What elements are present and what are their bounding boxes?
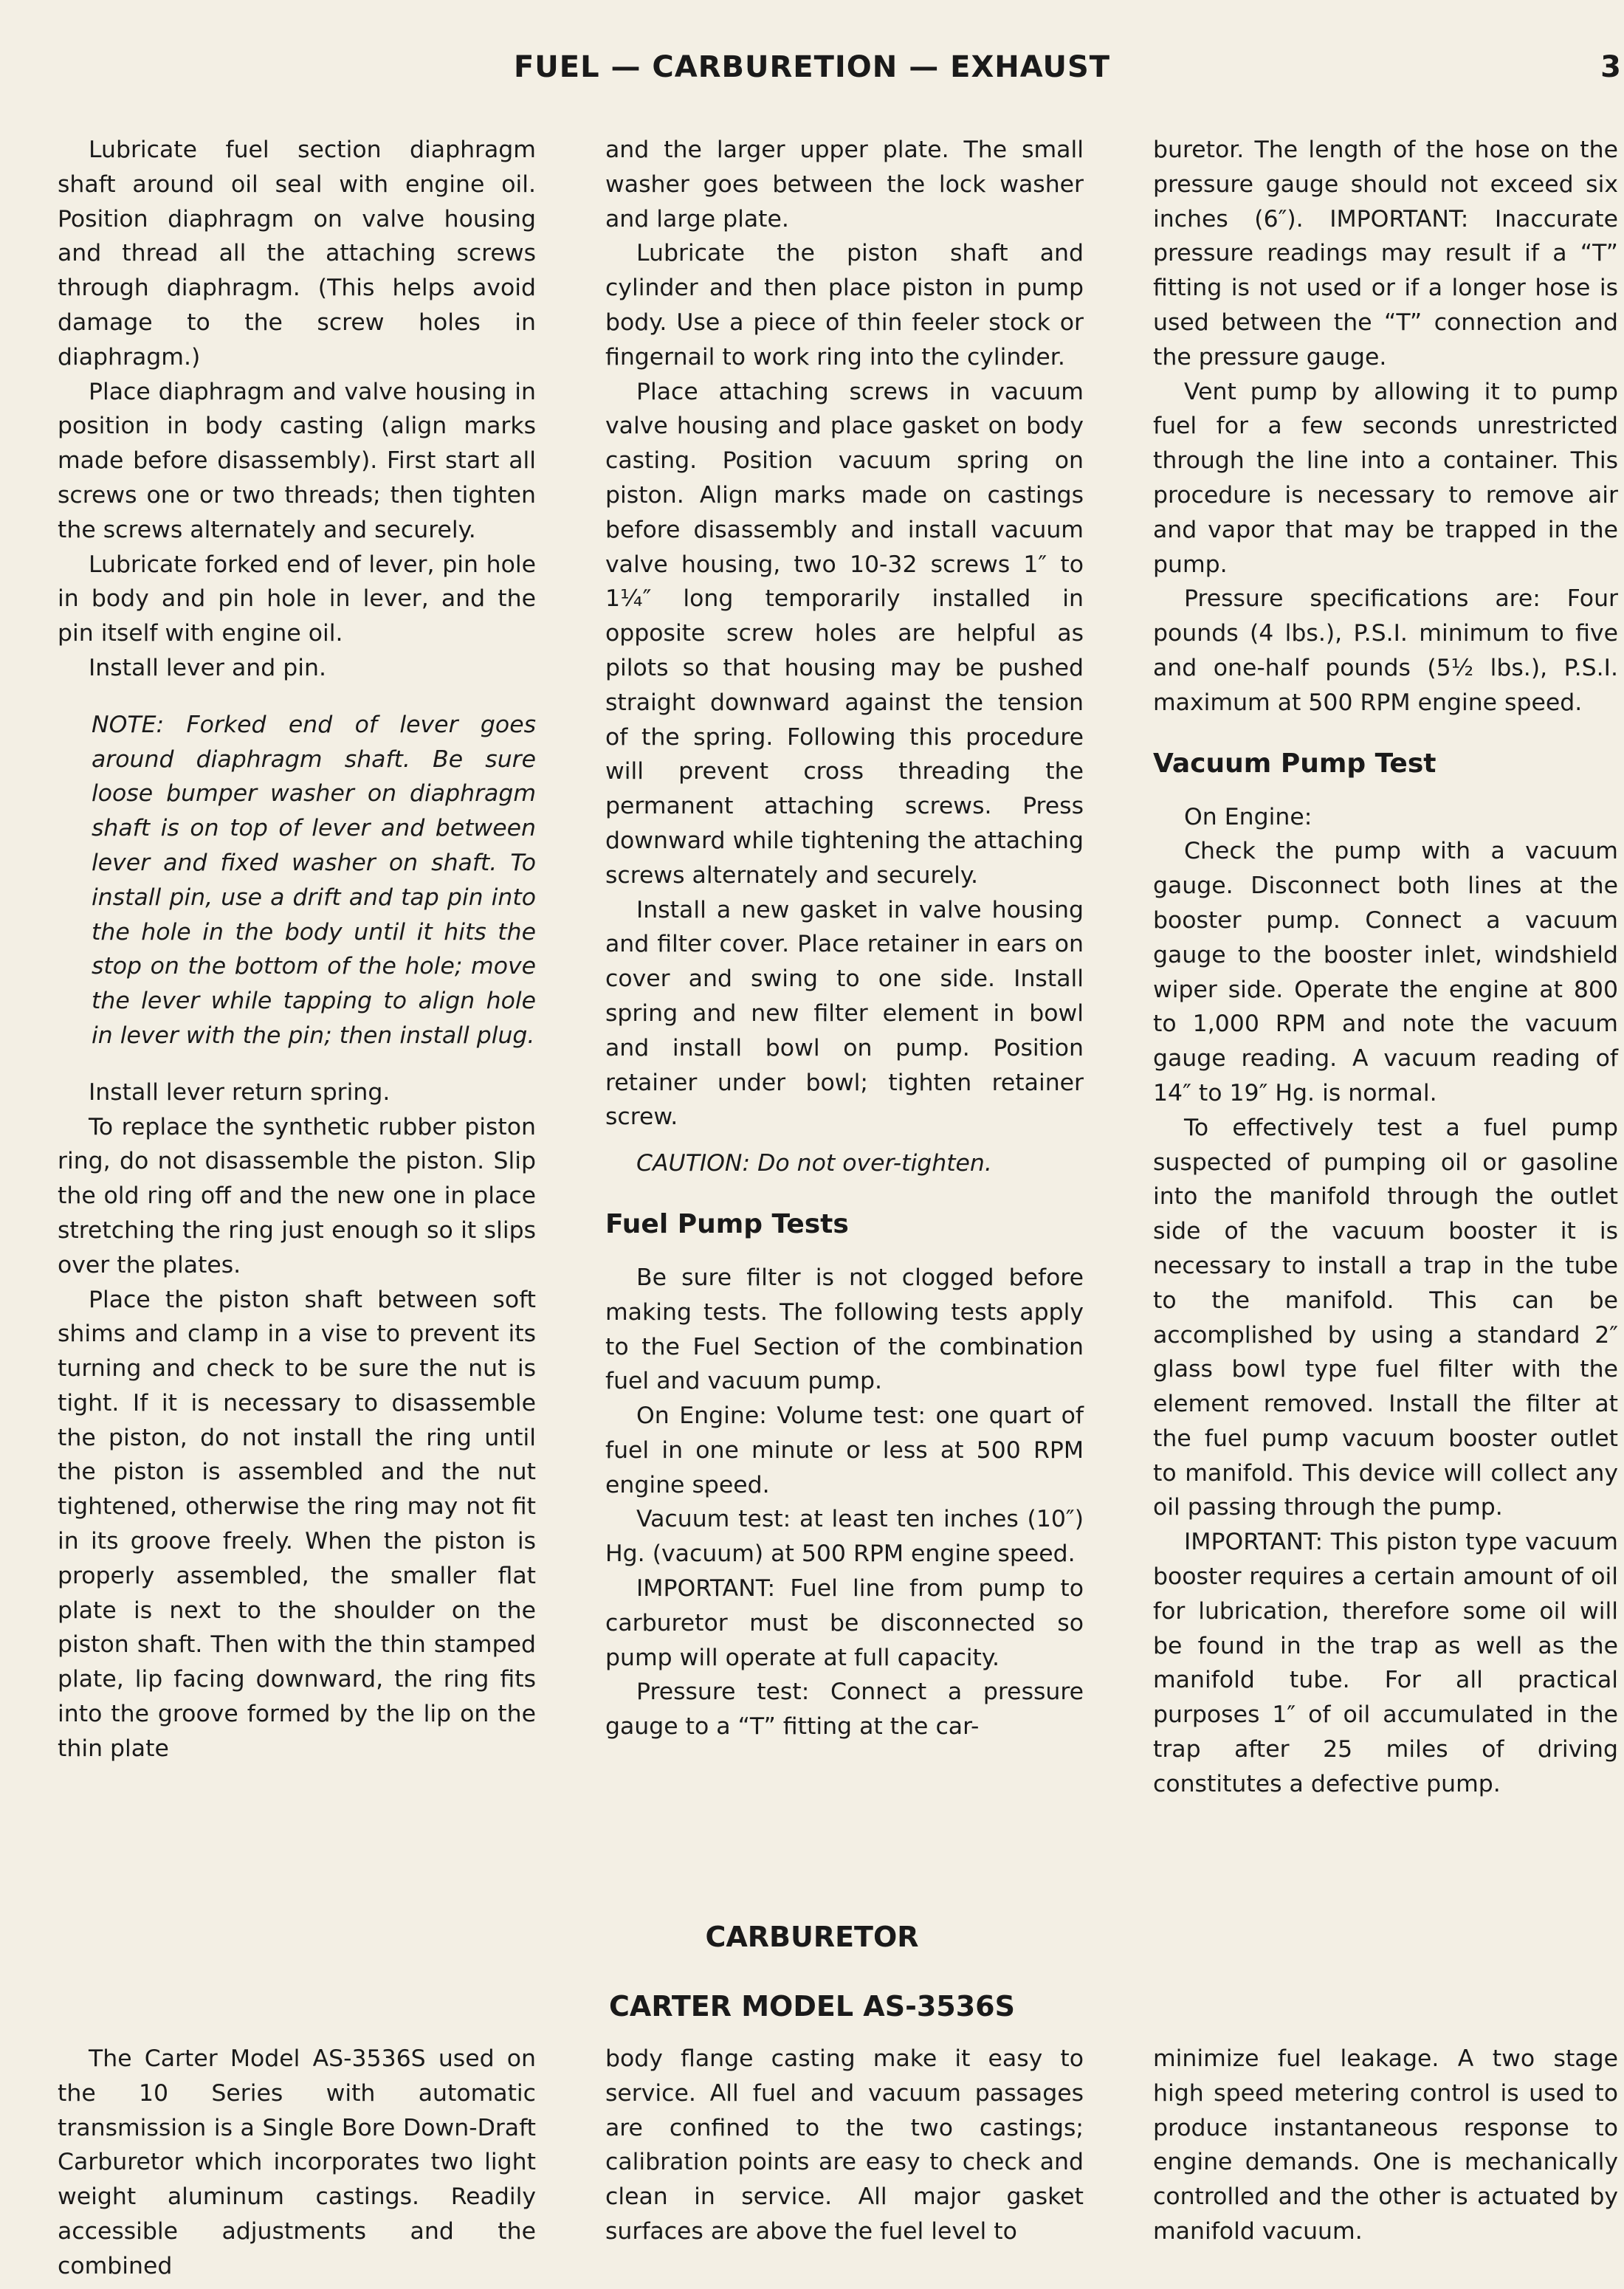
- carburetor-text-column-1: [58, 2042, 536, 2284]
- text-column-1: [58, 133, 536, 1766]
- paragraph: buretor. The length of the hose on the pressure gauge should not exceed six inches (6″). IMPORTANT: Inaccurate pressure readings may result if a “T” fitting is not used or if a longer hose is used between the “T” connection and the pressure gauge.: [1153, 137, 1618, 371]
- carburetor-text-column-2: [605, 2042, 1084, 2249]
- paragraph: Vacuum test: at least ten inches (10″) Hg. (vacuum) at 500 RPM engine speed.: [605, 1506, 1084, 1568]
- carburetor-model-subtitle: CARTER MODEL AS-3536S: [609, 1990, 1015, 2023]
- paragraph: Check the pump with a vacuum gauge. Disconnect both lines at the booster pump. Connect a vacuum gauge to the booster inlet, windshield wiper side. Operate the engine at 800 to 1,000 RPM and note the vacuum gauge reading. A vacuum reading of 14″ to 19″ Hg. is normal.: [1153, 838, 1618, 1106]
- paragraph: IMPORTANT: Fuel line from pump to carburetor must be disconnected so pump will operate at full capacity.: [605, 1575, 1084, 1671]
- paragraph: minimize fuel leakage. A two stage high speed metering control is used to produce instantaneous response to engine demands. One is mechanically controlled and the other is actuated by manifold vacuum.: [1153, 2045, 1618, 2245]
- text-column-3: [1153, 133, 1618, 1802]
- paragraph: On Engine: Volume test: one quart of fuel in one minute or less at 500 RPM engine speed.: [605, 1402, 1084, 1498]
- paragraph: Install lever return spring.: [89, 1078, 390, 1106]
- paragraph: Be sure filter is not clogged before making tests. The following tests apply to the Fuel Section of the combination fuel and vacuum pump.: [605, 1264, 1084, 1395]
- paragraph: IMPORTANT: This piston type vacuum booster requires a certain amount of oil for lubrication, therefore some oil will be found in the trap as well as the manifold tube. For all practical purposes 1″ of oil accumulated in the trap after 25 miles of driving constitutes a defective pump.: [1153, 1529, 1618, 1797]
- paragraph: Install a new gasket in valve housing and filter cover. Place retainer in ears on cover and swing to one side. Install spring and new filter element in bowl and install bowl on pump. Position retainer under bowl; tighten retainer screw.: [605, 896, 1084, 1131]
- paragraph: To replace the synthetic rubber piston ring, do not disassemble the piston. Slip the old ring off and the new one in place stretching the ring just enough so it slips over the plates.: [58, 1113, 536, 1278]
- caution-paragraph: CAUTION: Do not over-tighten.: [636, 1150, 992, 1177]
- paragraph: On Engine:: [1184, 803, 1312, 830]
- note-paragraph: NOTE: Forked end of lever goes around diaphragm shaft. Be sure loose bumper washer on diaphragm shaft is on top of lever and between lever and fixed washer on shaft. To install pin, use a drift and tap pin into the hole in the body until it hits the stop on the bottom of the hole; move the lever while tapping to align hole in lever with the pin; then install plug.: [92, 711, 536, 1049]
- carburetor-section-title: CARBURETOR: [705, 1921, 919, 1953]
- paragraph: Pressure specifications are: Four pounds (4 lbs.), P.S.I. minimum to five and one-half pounds (5½ lbs.), P.S.I. maximum at 500 RPM engine speed.: [1153, 585, 1618, 716]
- paragraph: Place the piston shaft between soft shims and clamp in a vise to prevent its turning and check to be sure the nut is tight. If it is necessary to disassemble the piston, do not install the ring until the piston is assembled and the nut tightened, otherwise the ring may not fit in its groove freely. When the piston is properly assembled, the smaller flat plate is next to the shoulder on the piston shaft. Then with the thin stamped plate, lip facing downward, the ring fits into the groove formed by the lip on the thin plate: [58, 1286, 536, 1762]
- paragraph: Lubricate fuel section diaphragm shaft around oil seal with engine oil. Position diaphragm on valve housing and thread all the attaching screws through diaphragm. (This helps avoid damage to the screw holes in diaphragm.): [58, 137, 536, 371]
- paragraph: Place attaching screws in vacuum valve housing and place gasket on body casting. Position vacuum spring on piston. Align marks made on castings before disassembly and install vacuum valve housing, two 10-32 screws 1″ to 1¼″ long temporarily installed in opposite screw holes are helpful as pilots so that housing may be pushed straight downward against the tension of the spring. Following this procedure will prevent cross threading the permanent attaching screws. Press downward while tightening the attaching screws alternately and securely.: [605, 378, 1084, 889]
- carburetor-text-column-3: [1153, 2042, 1618, 2249]
- page-header-title: FUEL — CARBURETION — EXHAUST: [513, 50, 1111, 84]
- paragraph: The Carter Model AS-3536S used on the 10 Series with automatic transmission is a Single Bore Down-Draft Carburetor which incorporates two light weight aluminum castings. Readily accessible adjustments and the combined: [58, 2045, 536, 2279]
- paragraph: body flange casting make it easy to service. All fuel and vacuum passages are confined to the two castings; calibration points are easy to check and clean in service. All major gasket surfaces are above the fuel level to: [605, 2045, 1084, 2245]
- paragraph: Install lever and pin.: [89, 654, 326, 681]
- paragraph: Vent pump by allowing it to pump fuel for a few seconds unrestricted through the line into a container. This procedure is necessary to remove air and vapor that may be trapped in the pump.: [1153, 378, 1618, 578]
- section-heading-vacuum-pump-test: Vacuum Pump Test: [1153, 748, 1437, 779]
- paragraph: Lubricate the piston shaft and cylinder and then place piston in pump body. Use a piece of thin feeler stock or fingernail to work ring into the cylinder.: [605, 240, 1084, 371]
- page-number: 3: [1600, 50, 1621, 84]
- text-column-2: [605, 133, 1084, 1744]
- paragraph: To effectively test a fuel pump suspected of pumping oil or gasoline into the manifold through the outlet side of the vacuum booster it is necessary to install a trap in the tube to the manifold. This can be accomplished by using a standard 2″ glass bowl type fuel filter with the element removed. Install the filter at the fuel pump vacuum booster outlet to manifold. This device will collect any oil passing through the pump.: [1153, 1114, 1618, 1521]
- section-heading-fuel-pump-tests: Fuel Pump Tests: [605, 1208, 849, 1239]
- paragraph: Lubricate forked end of lever, pin hole in body and pin hole in lever, and the pin itself with engine oil.: [58, 551, 536, 647]
- paragraph: Pressure test: Connect a pressure gauge to a “T” fitting at the car-: [605, 1679, 1084, 1741]
- paragraph: Place diaphragm and valve housing in position in body casting (align marks made before disassembly). First start all screws one or two threads; then tighten the screws alternately and securely.: [58, 378, 536, 543]
- paragraph: and the larger upper plate. The small washer goes between the lock washer and large plate.: [605, 137, 1084, 233]
